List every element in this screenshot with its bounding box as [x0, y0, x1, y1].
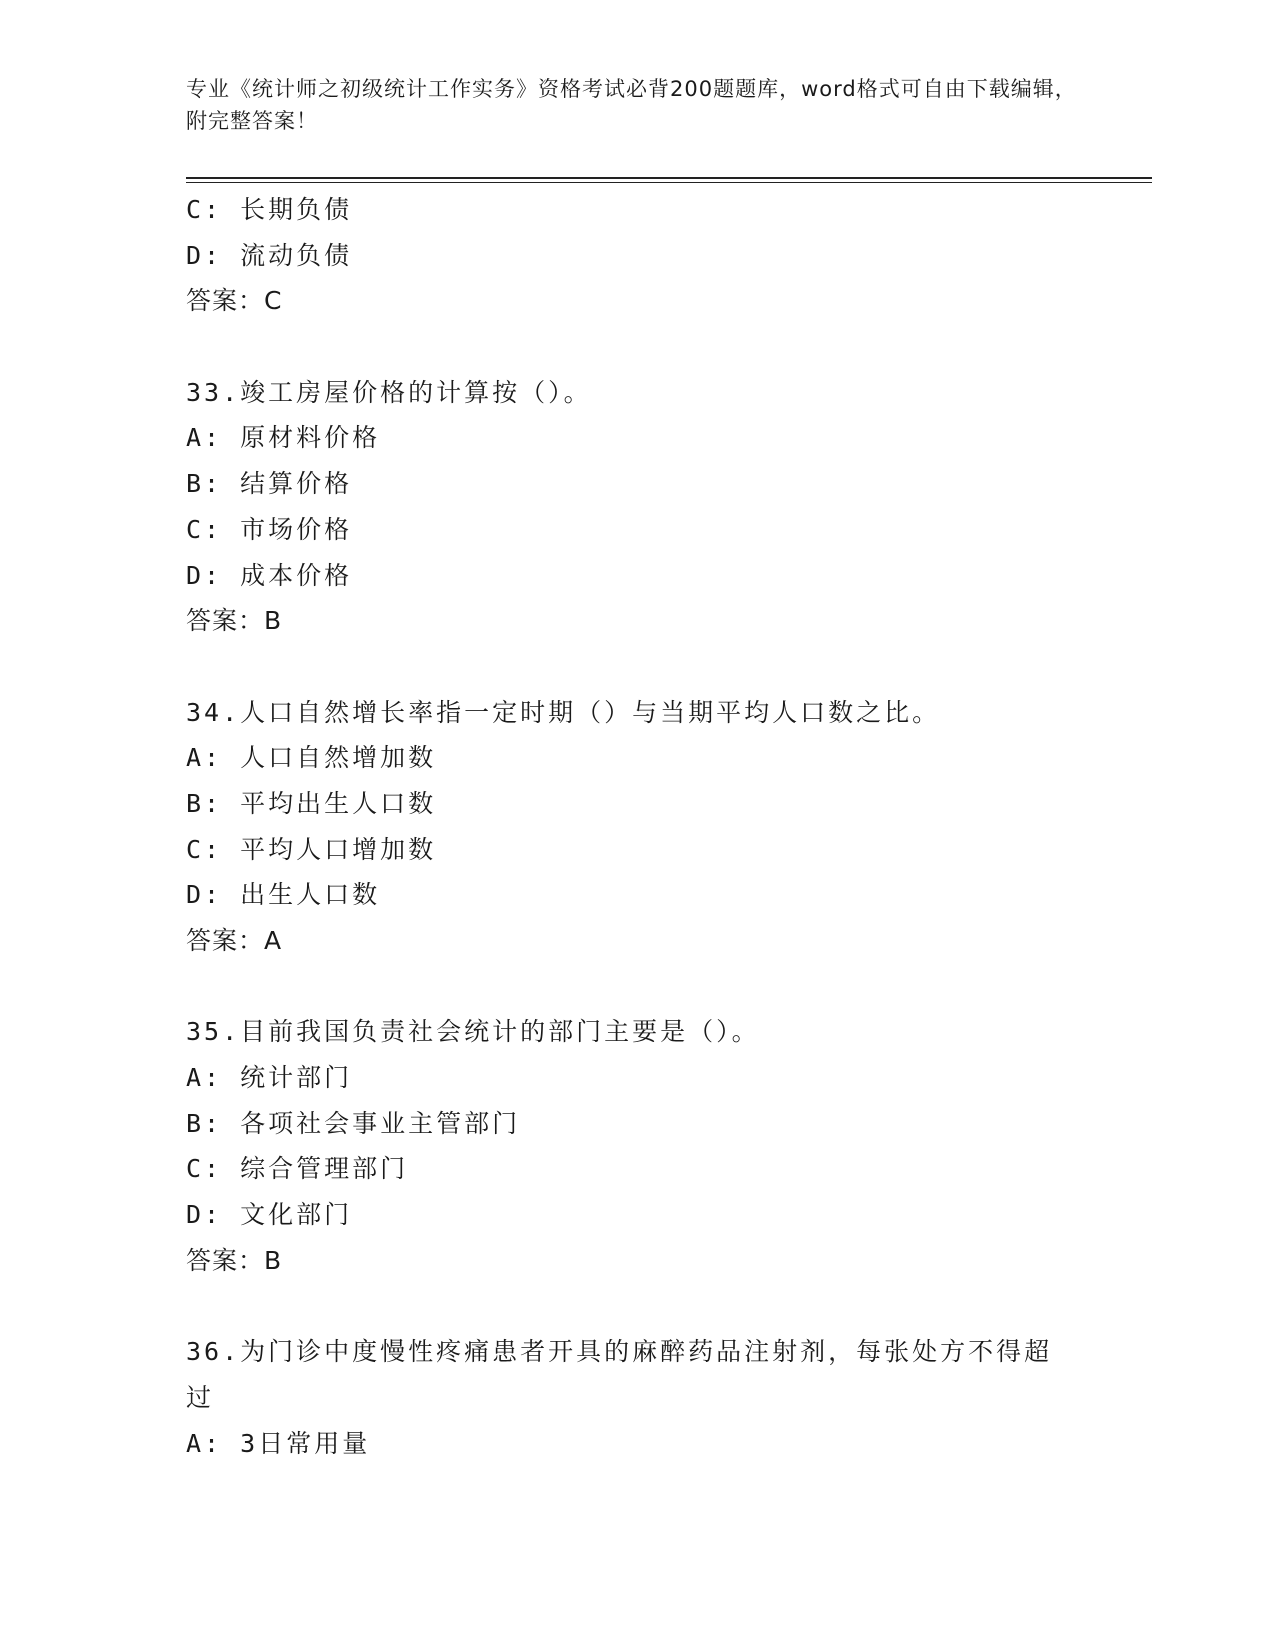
option-a: A: 统计部门 [186, 1063, 353, 1093]
spacer [186, 1284, 1146, 1330]
option-d: D: 成本价格 [186, 560, 353, 590]
option-c: C: 市场价格 [186, 514, 353, 544]
question-35 [186, 1009, 1146, 1283]
option-a: A: 3日常用量 [186, 1428, 371, 1458]
spacer [186, 324, 1146, 370]
option-a: A: 原材料价格 [186, 423, 381, 453]
option-c: C: 平均人口增加数 [186, 834, 437, 864]
answer-line: 答案：B [186, 606, 283, 636]
question-32 [186, 187, 1146, 324]
option-b: B: 各项社会事业主管部门 [186, 1108, 521, 1138]
page-header: 专业《统计师之初级统计工作实务》资格考试必背200题题库，word格式可自由下载编辑，附完整答案！ [186, 77, 1077, 133]
header-divider-thick [186, 177, 1152, 179]
answer-line: 答案：C [186, 286, 283, 316]
option-b: B: 平均出生人口数 [186, 788, 437, 818]
option-d: D: 文化部门 [186, 1200, 353, 1230]
option-c: C: 长期负债 [186, 195, 353, 224]
question-text: 35.目前我国负责社会统计的部门主要是（）。 [186, 1017, 760, 1047]
question-text: 34.人口自然增长率指一定时期（）与当期平均人口数之比。 [186, 697, 941, 727]
option-c: C: 综合管理部门 [186, 1154, 409, 1184]
question-text-line-2: 过 [186, 1382, 215, 1412]
question-33 [186, 370, 1146, 644]
option-b: B: 结算价格 [186, 469, 353, 499]
answer-line: 答案：B [186, 1245, 283, 1275]
question-34 [186, 690, 1146, 964]
question-36 [186, 1329, 1146, 1466]
answer-line: 答案：A [186, 926, 283, 955]
spacer [186, 644, 1146, 690]
option-a: A: 人口自然增加数 [186, 743, 437, 773]
question-text: 33.竣工房屋价格的计算按（）。 [186, 377, 592, 407]
spacer [186, 964, 1146, 1010]
question-text-line-1: 36.为门诊中度慢性疼痛患者开具的麻醉药品注射剂，每张处方不得超 [186, 1337, 1053, 1367]
option-d: D: 流动负债 [186, 240, 353, 270]
header-divider-thin [186, 182, 1152, 183]
question-list [186, 187, 1146, 1466]
option-d: D: 出生人口数 [186, 880, 381, 910]
